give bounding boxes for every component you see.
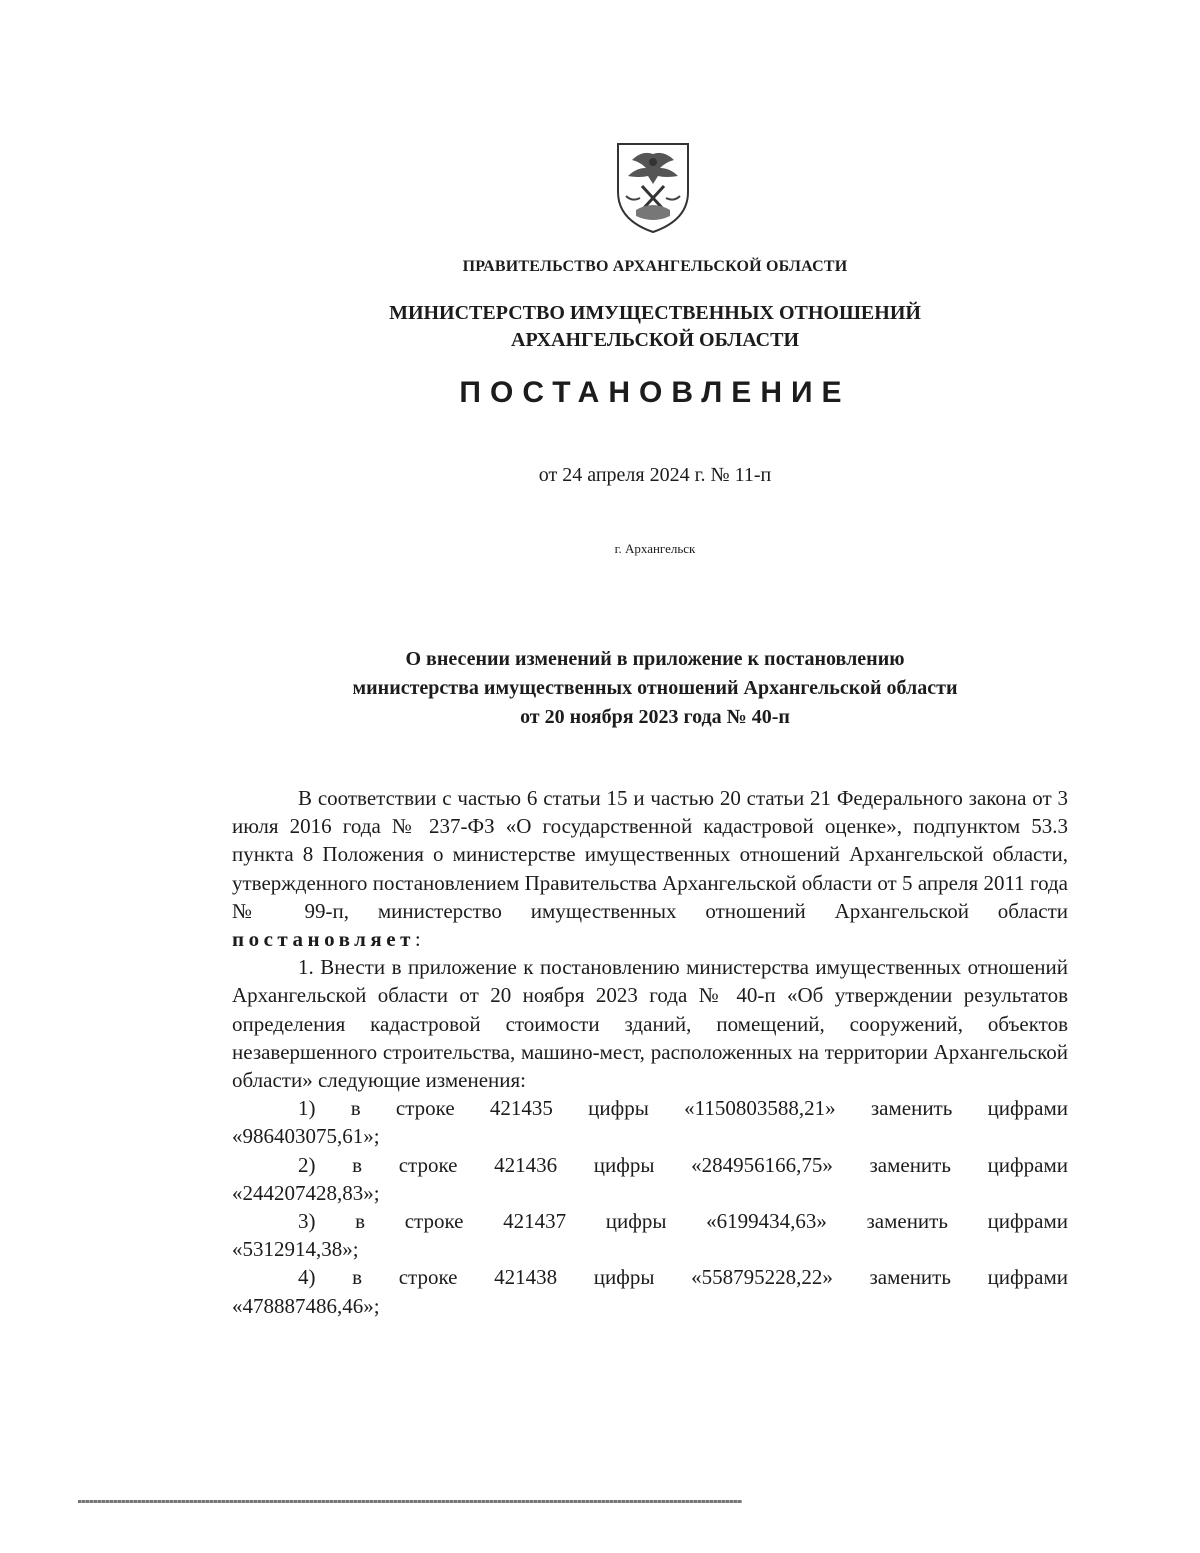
ministry-heading-line1: МИНИСТЕРСТВО ИМУЩЕСТВЕННЫХ ОТНОШЕНИЙ	[389, 302, 921, 324]
document-subject	[0, 645, 1200, 732]
change-item	[232, 1151, 1068, 1207]
ministry-heading	[0, 300, 1200, 354]
coat-of-arms-emblem	[612, 140, 694, 234]
subject-line1: О внесении изменений в приложение к постановлению	[405, 648, 905, 670]
change-item-text: 3) в строке 421437 цифры «6199434,63» заменить цифрами	[298, 1209, 1068, 1234]
subject-line3: от 20 ноября 2023 года № 40-п	[520, 706, 790, 728]
change-item-value: «986403075,61»;	[232, 1124, 380, 1149]
change-item-value: «5312914,38»;	[232, 1237, 359, 1262]
document-city: г. Архангельск	[614, 541, 696, 556]
change-item-value: «244207428,83»;	[232, 1180, 380, 1205]
change-item	[232, 1094, 1068, 1150]
document-body	[232, 784, 1068, 1320]
subject-line2: министерства имущественных отношений Архангельской области	[352, 677, 958, 699]
scan-edge-line	[78, 1500, 742, 1503]
preamble-text: В соответствии с частью 6 статьи 15 и частью 20 статьи 21 Федерального закона от 3 июля 2016 года № 237-ФЗ «О государственной кадастровой оценке», подпунктом 53.3 пункта 8 Положения о министерстве имущественных отношений Архангельской области, утвержденного постановлением Правительства Архангельской области от 5 апреля 2011 года № 99-п, министерство имущественных отношений Архангельской области	[232, 786, 1068, 923]
change-item-text: 2) в строке 421436 цифры «284956166,75» заменить цифрами	[298, 1152, 1068, 1177]
change-item	[232, 1263, 1068, 1319]
change-item-value: «478887486,46»;	[232, 1293, 380, 1318]
government-heading: ПРАВИТЕЛЬСТВО АРХАНГЕЛЬСКОЙ ОБЛАСТИ	[462, 258, 848, 275]
change-item	[232, 1207, 1068, 1263]
preamble-paragraph	[232, 784, 1068, 953]
resolves-word: постановляет	[232, 927, 415, 952]
point-1-paragraph: 1. Внести в приложение к постановлению министерства имущественных отношений Архангельской области от 20 ноября 2023 года № 40-п «Об утверждении результатов определения кадастровой стоимости зданий, помещений, сооружений, объектов незавершенного строительства, машино-мест, расположенных на территории Архангельской области» следующие изменения:	[232, 955, 1068, 1093]
resolves-colon: :	[414, 927, 421, 952]
change-item-text: 4) в строке 421438 цифры «558795228,22» заменить цифрами	[298, 1265, 1068, 1290]
document-date-number: от 24 апреля 2024 г. № 11-п	[538, 464, 772, 486]
ministry-heading-line2: АРХАНГЕЛЬСКОЙ ОБЛАСТИ	[511, 329, 799, 351]
document-type-title: ПОСТАНОВЛЕНИЕ	[459, 376, 851, 409]
change-item-text: 1) в строке 421435 цифры «1150803588,21» заменить цифрами	[298, 1096, 1068, 1121]
